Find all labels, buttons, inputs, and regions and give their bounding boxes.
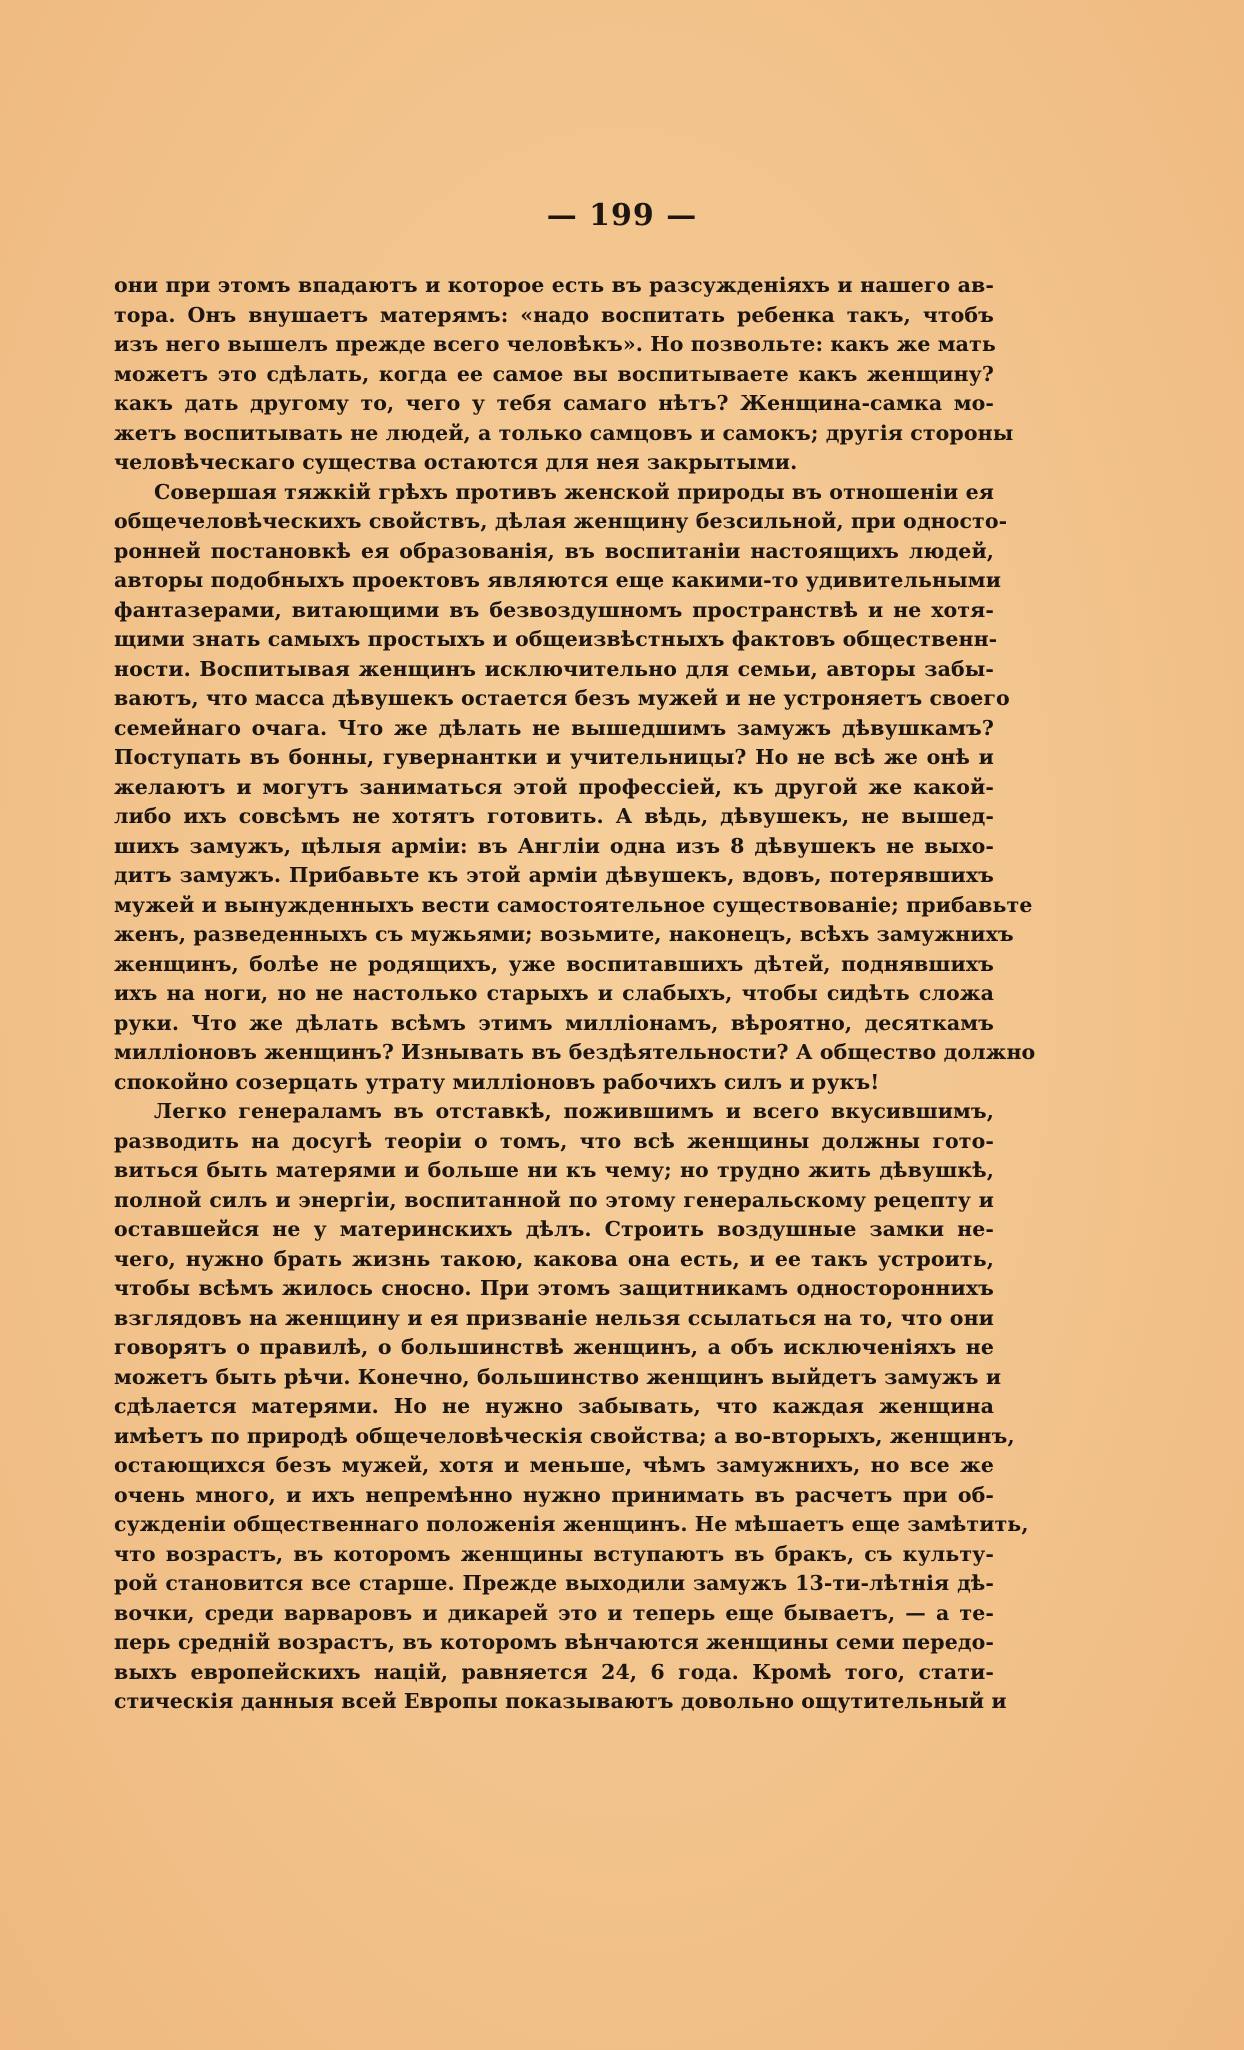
text-line: шихъ замужъ, цѣлыя арміи: въ Англіи одна изъ 8 дѣвушекъ не выхо- — [114, 833, 994, 858]
text-line: ваютъ, что масса дѣвушекъ остается безъ мужей и не устроняетъ своего — [114, 686, 1010, 710]
text-line: мужей и вынужденныхъ вести самостоятельное существованіе; прибавьте — [114, 892, 1033, 917]
text-line: женщинъ, болѣе не родящихъ, уже воспитавшихъ дѣтей, поднявшихъ — [114, 951, 994, 976]
text-line: ихъ на ноги, но не настолько старыхъ и слабыхъ, чтобы сидѣть сложа — [114, 981, 994, 1005]
text-line: остающихся безъ мужей, хотя и меньше, чѣмъ замужнихъ, но все же — [114, 1453, 994, 1477]
text-line: вочки, среди варваровъ и дикарей это и теперь еще бываетъ, — а те- — [114, 1600, 994, 1625]
text-line: тора. Онъ внушаетъ матерямъ: «надо воспитать ребенка такъ, чтобъ — [114, 302, 994, 327]
text-line: они при этомъ впадаютъ и которое есть въ разсужденіяхъ и нашего ав- — [114, 273, 994, 297]
text-line: Поступать въ бонны, гувернантки и учительницы? Но не всѣ же онѣ и — [114, 745, 994, 769]
text-line: желаютъ и могутъ заниматься этой профессіей, къ другой же какой- — [114, 774, 994, 799]
text-line: семейнаго очага. Что же дѣлать не вышедшимъ замужъ дѣвушкамъ? — [114, 715, 994, 740]
text-line: взглядовъ на женщину и ея призваніе нельзя ссылаться на то, что они — [114, 1305, 994, 1330]
text-line: можетъ быть рѣчи. Конечно, большинство женщинъ выйдетъ замужъ и — [114, 1364, 1002, 1389]
text-line: имѣетъ по природѣ общечеловѣческія свойства; а во-вторыхъ, женщинъ, — [114, 1423, 1015, 1448]
text-line: либо ихъ совсѣмъ не хотятъ готовить. А вѣдь, дѣвушекъ, не вышед- — [114, 804, 994, 828]
text-line: сдѣлается матерями. Но не нужно забывать, что каждая женщина — [114, 1394, 994, 1418]
text-line: Легко генераламъ въ отставкѣ, пожившимъ и всего вкусившимъ, — [154, 1099, 994, 1123]
text-line: изъ него вышелъ прежде всего человѣкъ». Но позвольте: какъ же мать — [114, 332, 996, 356]
text-line: человѣческаго существа остаются для нея закрытыми. — [114, 450, 798, 474]
page-number: — 199 — — [546, 198, 698, 233]
text-line: разводить на досугѣ теоріи о томъ, что всѣ женщины должны гото- — [114, 1128, 994, 1153]
text-line: милліоновъ женщинъ? Изнывать въ бездѣятельности? А общество должно — [114, 1040, 1036, 1064]
text-line: можетъ это сдѣлать, когда ее самое вы воспитываете какъ женщину? — [114, 361, 994, 386]
text-line: общечеловѣческихъ свойствъ, дѣлая женщину безсильной, при односто- — [114, 509, 1008, 533]
text-line: сужденіи общественнаго положенія женщинъ. Не мѣшаетъ еще замѣтить, — [114, 1512, 1029, 1536]
text-line: какъ дать другому то, чего у тебя самаго нѣтъ? Женщина-самка мо- — [114, 391, 994, 415]
text-line: женъ, разведенныхъ съ мужьями; возьмите, наконецъ, всѣхъ замужнихъ — [114, 922, 1014, 946]
text-line: ронней постановкѣ ея образованія, въ воспитаніи настоящихъ людей, — [114, 538, 994, 563]
text-line: рой становится все старше. Прежде выходили замужъ 13-ти-лѣтнія дѣ- — [114, 1571, 994, 1595]
text-line: выхъ европейскихъ націй, равняется 24, 6 года. Кромѣ того, стати- — [114, 1659, 994, 1684]
text-line: авторы подобныхъ проектовъ являются еще какими-то удивительными — [114, 568, 1002, 592]
text-line: спокойно созерцать утрату милліоновъ рабочихъ силъ и рукъ! — [114, 1069, 880, 1094]
text-line: Совершая тяжкій грѣхъ противъ женской природы въ отношеніи ея — [154, 479, 994, 504]
text-line: фантазерами, витающими въ безвоздушномъ пространствѣ и не хотя- — [114, 597, 994, 622]
text-line: чтобы всѣмъ жилось сносно. При этомъ защитникамъ одностороннихъ — [114, 1276, 994, 1300]
text-line: руки. Что же дѣлать всѣмъ этимъ милліонамъ, вѣроятно, десяткамъ — [114, 1010, 994, 1035]
text-line: щими знать самыхъ простыхъ и общеизвѣстныхъ фактовъ общественн- — [114, 627, 998, 651]
text-line: очень много, и ихъ непремѣнно нужно принимать въ расчетъ при об- — [114, 1482, 994, 1507]
body-text — [114, 271, 1036, 1717]
text-line: ности. Воспитывая женщинъ исключительно для семьи, авторы забы- — [114, 656, 994, 681]
text-line: что возрастъ, въ которомъ женщины вступаютъ въ бракъ, съ культу- — [114, 1541, 994, 1566]
text-line: дитъ замужъ. Прибавьте къ этой арміи дѣвушекъ, вдовъ, потерявшихъ — [114, 863, 994, 887]
text-line: стическія данныя всей Европы показываютъ довольно ощутительный и — [114, 1689, 1007, 1713]
text-line: перь средній возрастъ, въ которомъ вѣнчаются женщины семи передо- — [114, 1630, 994, 1654]
text-line: говорятъ о правилѣ, о большинствѣ женщинъ, а объ исключеніяхъ не — [114, 1335, 994, 1359]
text-line: оставшейся не у материнскихъ дѣлъ. Строить воздушные замки не- — [114, 1217, 994, 1241]
text-line: жетъ воспитывать не людей, а только самцовъ и самокъ; другія стороны — [114, 420, 1014, 445]
text-line: виться быть матерями и больше ни къ чему; но трудно жить дѣвушкѣ, — [114, 1158, 994, 1182]
text-line: чего, нужно брать жизнь такою, какова она есть, и ее такъ устроить, — [114, 1246, 994, 1271]
text-line: полной силъ и энергіи, воспитанной по этому генеральскому рецепту и — [114, 1187, 994, 1212]
